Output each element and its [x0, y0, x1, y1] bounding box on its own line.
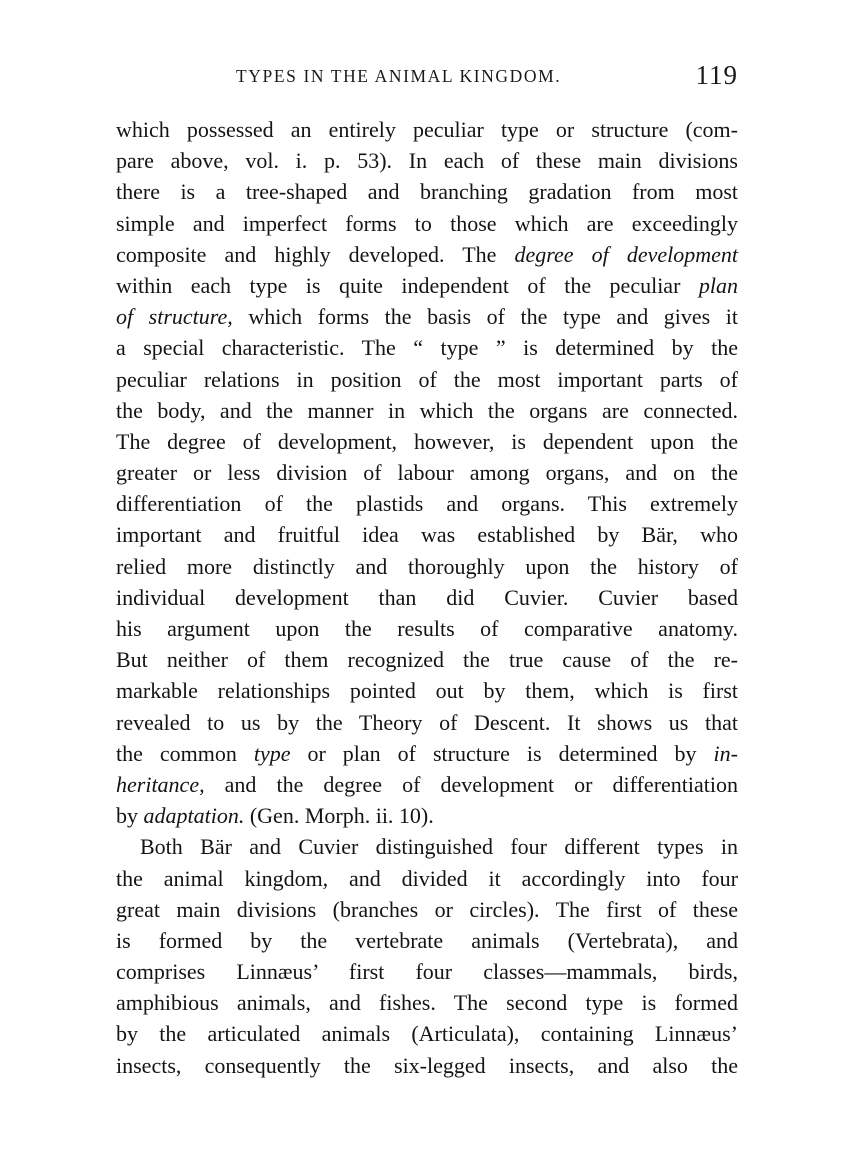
- text-line: [116, 426, 738, 457]
- text-line: [116, 457, 738, 488]
- running-title: TYPES IN THE ANIMAL KINGDOM.: [236, 66, 562, 86]
- text-line: [116, 769, 738, 800]
- text-line: [116, 488, 738, 519]
- text-line: [116, 863, 738, 894]
- italic-text: type: [253, 740, 291, 766]
- text-line: [116, 1050, 738, 1081]
- text-segment: insects, consequently the six-legged insects, and also the: [116, 1052, 738, 1078]
- text-segment: by the articulated animals (Articulata), containing Linnæus’: [116, 1021, 738, 1047]
- text-segment: (Gen. Morph. ii. 10).: [244, 803, 434, 829]
- text-line: [116, 176, 738, 207]
- text-segment: a special characteristic. The “ type ” is determined by the: [116, 335, 738, 361]
- body-text: [116, 114, 738, 1081]
- text-line: [116, 395, 738, 426]
- text-segment: the animal kingdom, and divided it accordingly into four: [116, 865, 738, 891]
- italic-text: in-: [713, 740, 738, 766]
- text-line: [116, 987, 738, 1018]
- text-line: [116, 332, 738, 363]
- text-line: [116, 582, 738, 613]
- text-segment: there is a tree-shaped and branching gradation from most: [116, 179, 738, 205]
- text-line: [116, 551, 738, 582]
- text-segment: simple and imperfect forms to those which are exceedingly: [116, 210, 738, 236]
- page-number: 119: [695, 60, 738, 90]
- text-line: [116, 270, 738, 301]
- text-segment: relied more distinctly and thoroughly upon the history of: [116, 553, 738, 579]
- italic-text: of structure,: [116, 304, 233, 330]
- text-line: [116, 364, 738, 395]
- text-line: [116, 239, 738, 270]
- text-segment: which possessed an entirely peculiar type or structure (com-: [116, 117, 738, 142]
- text-line: [116, 145, 738, 176]
- text-segment: Both Bär and Cuvier distinguished four different types in: [140, 834, 738, 860]
- italic-text: degree of development: [514, 241, 738, 267]
- text-segment: composite and highly developed. The: [116, 241, 515, 267]
- text-line: [116, 519, 738, 550]
- text-segment: pare above, vol. i. p. 53). In each of these main divisions: [116, 148, 738, 174]
- text-segment: individual development than did Cuvier. Cuvier based: [116, 584, 738, 610]
- text-line: [116, 1018, 738, 1049]
- text-line: [116, 644, 738, 675]
- text-segment: comprises Linnæus’ first four classes—mammals, birds,: [116, 959, 738, 985]
- italic-text: heritance,: [116, 771, 205, 797]
- text-segment: peculiar relations in position of the most important parts of: [116, 366, 738, 392]
- text-segment: great main divisions (branches or circles). The first of these: [116, 896, 738, 922]
- text-segment: But neither of them recognized the true cause of the re-: [116, 647, 738, 673]
- text-line: [116, 925, 738, 956]
- text-segment: which forms the basis of the type and gives it: [232, 304, 738, 330]
- text-line: [116, 675, 738, 706]
- text-segment: revealed to us by the Theory of Descent. It shows us that: [116, 709, 738, 735]
- text-line: [116, 738, 738, 769]
- italic-text: adaptation.: [143, 803, 245, 829]
- text-line: [116, 208, 738, 239]
- text-segment: or plan of structure is determined by: [290, 740, 714, 766]
- text-line: [116, 707, 738, 738]
- text-line: [116, 956, 738, 987]
- text-segment: and the degree of development or differentiation: [204, 771, 738, 797]
- text-segment: by: [116, 803, 144, 829]
- text-segment: important and fruitful idea was established by Bär, who: [116, 522, 738, 548]
- text-line: [116, 800, 738, 831]
- text-segment: greater or less division of labour among organs, and on the: [116, 460, 738, 486]
- text-line: [116, 894, 738, 925]
- text-line: [116, 613, 738, 644]
- text-line: [116, 301, 738, 332]
- text-segment: differentiation of the plastids and organs. This extremely: [116, 491, 738, 517]
- text-segment: is formed by the vertebrate animals (Vertebrata), and: [116, 927, 738, 953]
- paragraph-first-line: [116, 831, 738, 862]
- text-segment: The degree of development, however, is dependent upon the: [116, 428, 738, 454]
- running-head: [116, 60, 738, 94]
- text-segment: amphibious animals, and fishes. The second type is formed: [116, 990, 738, 1016]
- text-segment: the common: [116, 740, 254, 766]
- text-segment: within each type is quite independent of the peculiar: [116, 272, 699, 298]
- text-segment: markable relationships pointed out by them, which is first: [116, 678, 738, 704]
- text-segment: his argument upon the results of comparative anatomy.: [116, 616, 738, 641]
- text-line: [116, 114, 738, 145]
- italic-text: plan: [698, 272, 738, 298]
- text-segment: the body, and the manner in which the organs are connected.: [116, 397, 738, 423]
